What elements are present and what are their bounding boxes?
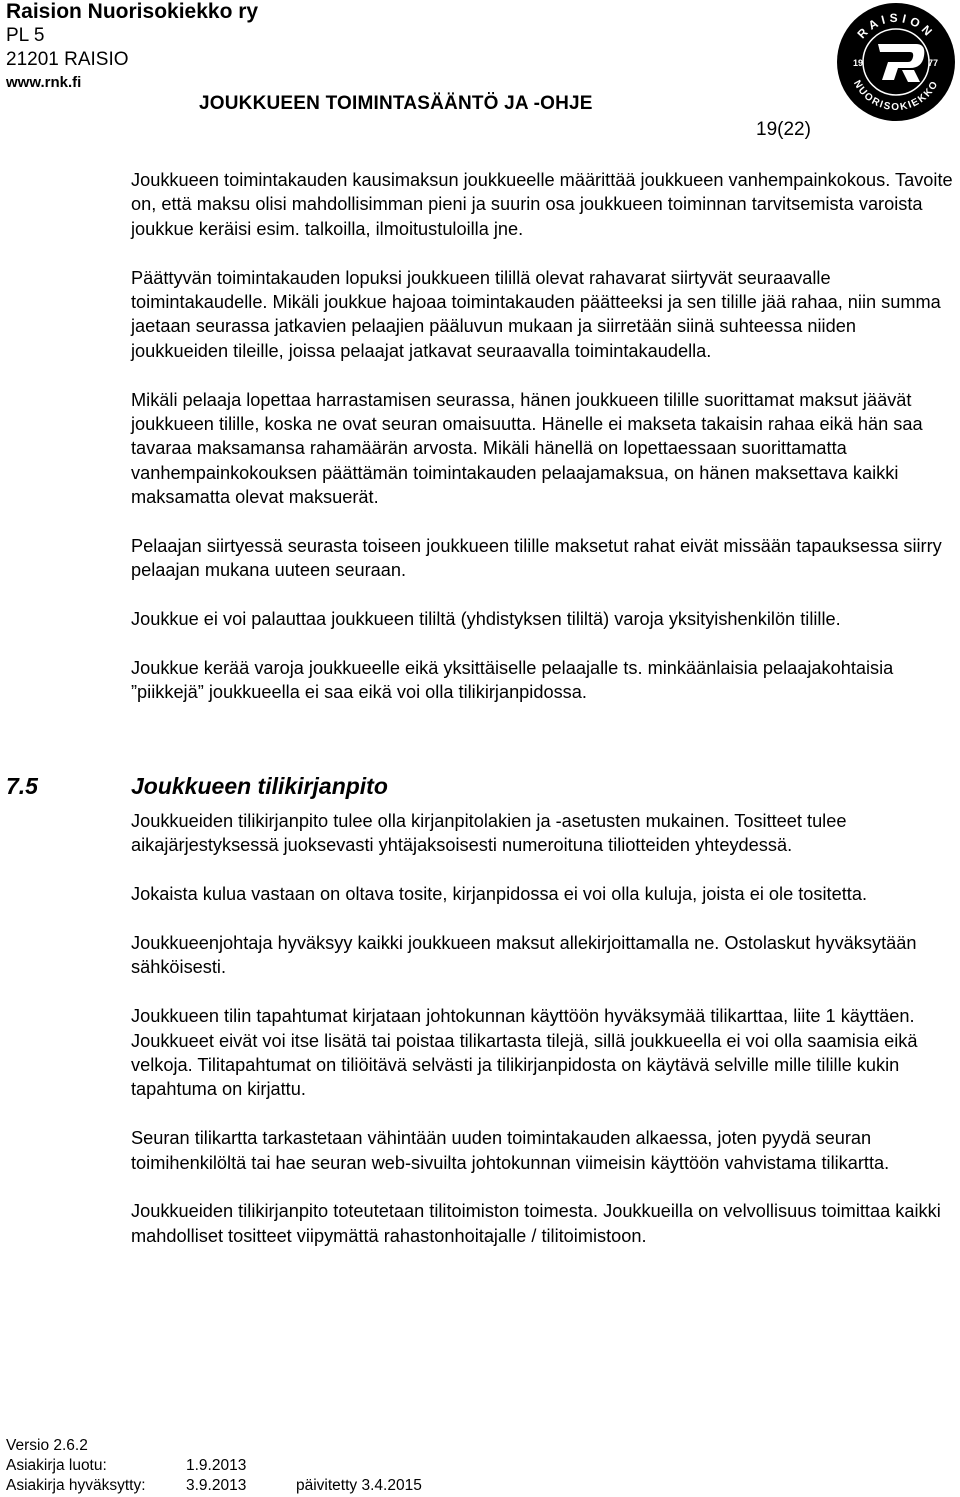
paragraph: Seuran tilikartta tarkastetaan vähintään uuden toimintakauden alkaessa, joten pyydä seuran toimihenkilöltä tai hae seuran web-sivuilta johtokunnan viimeisin käyttöön vahvistama tilikartta.	[131, 1128, 890, 1173]
body-text-section	[131, 809, 955, 1273]
paragraph: Joukkue kerää varoja joukkueelle eikä yksittäiselle pelaajalle ts. minkäänlaisia pelaajakohtaisia ”piikkejä” joukkueella ei saa eikä voi olla tilikirjanpidossa.	[131, 658, 894, 703]
document-footer	[6, 1436, 422, 1496]
logo-year-left: 19	[853, 58, 864, 68]
logo-year-right: 77	[928, 58, 939, 68]
document-title: JOUKKUEEN TOIMINTASÄÄNTÖ JA -OHJE	[199, 93, 593, 114]
created-label: Asiakirja luotu:	[6, 1457, 107, 1474]
address-line-1: PL 5	[6, 25, 45, 46]
approved-label: Asiakirja hyväksytty:	[6, 1477, 146, 1494]
paragraph: Joukkueiden tilikirjanpito tulee olla kirjanpitolakien ja -asetusten mukainen. Tositteet tulee aikajärjestyksessä juoksevasti yhtäjaksoisesti numeroituna tiliotteiden yhteydessä.	[131, 811, 847, 856]
logo-bottom-text: NUORISOKIEKKO	[851, 78, 941, 113]
address-line-2: 21201 RAISIO	[6, 49, 129, 70]
approved-date: 3.9.2013	[186, 1477, 247, 1494]
website: www.rnk.fi	[6, 74, 82, 91]
paragraph: Joukkue ei voi palauttaa joukkueen tililtä (yhdistyksen tililtä) varoja yksityishenkilön tilille.	[131, 609, 841, 630]
footer-created-row	[6, 1456, 247, 1476]
club-logo-icon	[836, 2, 956, 122]
organization-name: Raision Nuorisokiekko ry	[6, 0, 259, 23]
paragraph: Joukkueiden tilikirjanpito toteutetaan tilitoimiston toimesta. Joukkueilla on velvollisuus toimittaa kaikki mahdolliset tositteet viipymättä rahastonhoitajalle / tilitoimistoon.	[131, 1201, 941, 1246]
paragraph: Joukkueen tilin tapahtumat kirjataan johtokunnan käyttöön hyväksymää tilikarttaa, liite 1 käyttäen. Joukkueet eivät voi itse lisätä tai poistaa tilikartasta tilejä, sillä joukkueella ei voi olla saamisia eikä velkoja. Tilitapahtumat on tiliöitävä selvästi ja tilikirjanpidosta on käytävä selville mille tilille kukin tapahtuma on kirjattu.	[131, 1006, 918, 1100]
paragraph: Jokaista kulua vastaan on oltava tosite, kirjanpidossa ei voi olla kuluja, joista ei ole tositetta.	[131, 884, 867, 905]
logo-top-text: RAISION	[854, 10, 938, 42]
paragraph: Joukkueenjohtaja hyväksyy kaikki joukkueen maksut allekirjoittamalla ne. Ostolaskut hyväksytään sähköisesti.	[131, 933, 917, 978]
updated-date: päivitetty 3.4.2015	[296, 1477, 422, 1494]
paragraph: Joukkueen toimintakauden kausimaksun joukkueelle määrittää joukkueen vanhempainkokous. Tavoite on, että maksu olisi mahdollisimman pieni ja suurin osa joukkueen toiminnan tarvitsemista varoista joukkue keräisi esim. talkoilla, ilmoitustuloilla jne.	[131, 170, 953, 239]
body-text-top	[131, 168, 955, 729]
paragraph: Päättyvän toimintakauden lopuksi joukkueen tilillä olevat rahavarat siirtyvät seuraavalle toimintakaudelle. Mikäli joukkue hajoaa toimintakauden päätteeksi ja sen tilille jää rahaa, niin summa jaetaan seurassa jatkavien pelaajien pääluvun mukaan ja siirretään siinä suhteessa niiden joukkueiden tileille, joissa pelaajat jatkavat seuraavalla toimintakaudella.	[131, 267, 941, 361]
page-number: 19(22)	[756, 119, 811, 140]
paragraph: Pelaajan siirtyessä seurasta toiseen joukkueen tilille maksetut rahat eivät missään tapauksessa siirry pelaajan mukana uuteen seuraan.	[131, 536, 942, 581]
paragraph: Mikäli pelaaja lopettaa harrastamisen seurassa, hänen joukkueen tilille suorittamat maksut jäävät joukkueen tilille, koska ne ovat seuran omaisuutta. Hänelle ei makseta takaisin rahaa eikä hän saa tavaraa maksamansa rahamäärän arvosta. Mikäli hänellä on lopettaessaan suorittamatta vanhempainkokouksen päättämän toimintakauden pelaajamaksua, on hänen maksettava kaikki maksamatta olevat maksuerät.	[131, 389, 923, 508]
section-heading	[6, 773, 388, 800]
created-date: 1.9.2013	[186, 1457, 247, 1474]
footer-version-row	[6, 1436, 146, 1456]
version: Versio 2.6.2	[6, 1437, 88, 1454]
footer-approved-row	[6, 1476, 422, 1496]
section-number: 7.5	[6, 773, 38, 799]
section-title: Joukkueen tilikirjanpito	[131, 773, 388, 799]
